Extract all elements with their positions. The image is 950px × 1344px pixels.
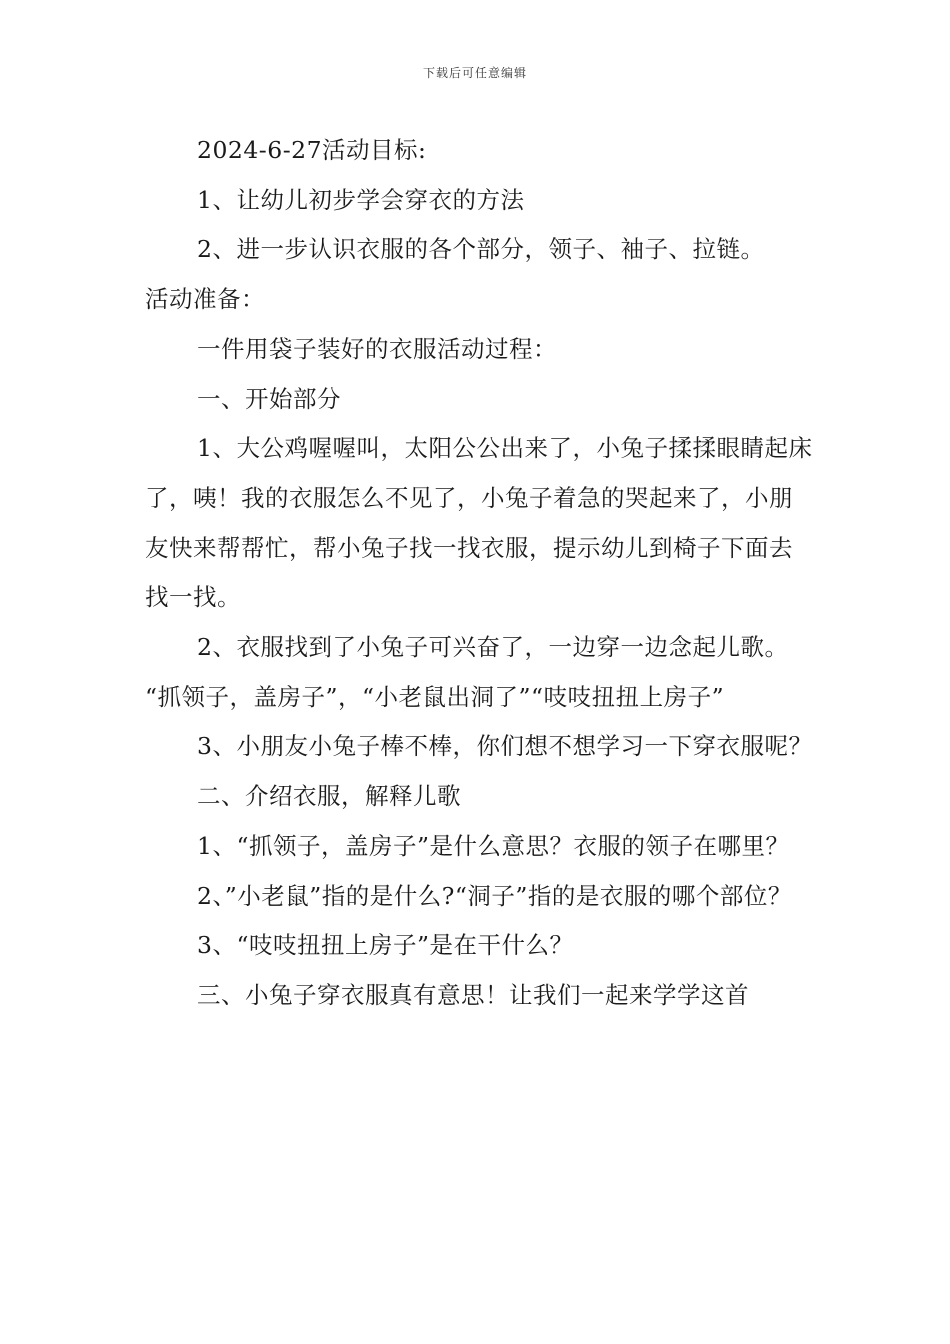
paragraph-date-goals: 2024-6-27活动目标:	[197, 136, 427, 164]
document-body	[145, 126, 815, 1021]
paragraph-step-2: 2、衣服找到了小兔子可兴奋了，一边穿一边念起儿歌。	[197, 633, 789, 662]
paragraph-question-1: 1、“抓领子，盖房子”是什么意思？衣服的领子在哪里？	[197, 831, 790, 860]
paragraph-step-3: 3、小朋友小兔子棒不棒，你们想不想学习一下穿衣服呢？	[197, 732, 813, 761]
paragraph-preparation: 活动准备：	[145, 285, 265, 314]
paragraph-step-1: 1、大公鸡喔喔叫，太阳公公出来了，小兔子揉揉眼睛起床了，咦！我的衣服怎么不见了，小兔子着急的哭起来了，小朋友快来帮帮忙，帮小兔子找一找衣服，提示幼儿到椅子下面去找一找。	[145, 434, 813, 612]
paragraph-question-3: 3、“吱吱扭扭上房子”是在干什么？	[197, 931, 574, 960]
paragraph-rhyme: “抓领子，盖房子”，“小老鼠出洞了”“吱吱扭扭上房子”	[145, 682, 725, 711]
section-heading-intro: 二、介绍衣服，解释儿歌	[197, 782, 461, 811]
section-heading-practice: 三、小兔子穿衣服真有意思！让我们一起来学学这首	[197, 980, 749, 1009]
paragraph-goal-1: 1、让幼儿初步学会穿衣的方法	[197, 185, 525, 214]
paragraph-question-2: 2、”小老鼠”指的是什么?“洞子”指的是衣服的哪个部位？	[197, 881, 792, 910]
paragraph-materials-process: 一件用袋子装好的衣服活动过程：	[197, 334, 557, 363]
header-note: 下载后可任意编辑	[422, 66, 527, 80]
paragraph-goal-2: 2、进一步认识衣服的各个部分，领子、袖子、拉链。	[197, 235, 765, 264]
section-heading-start: 一、开始部分	[197, 384, 341, 413]
